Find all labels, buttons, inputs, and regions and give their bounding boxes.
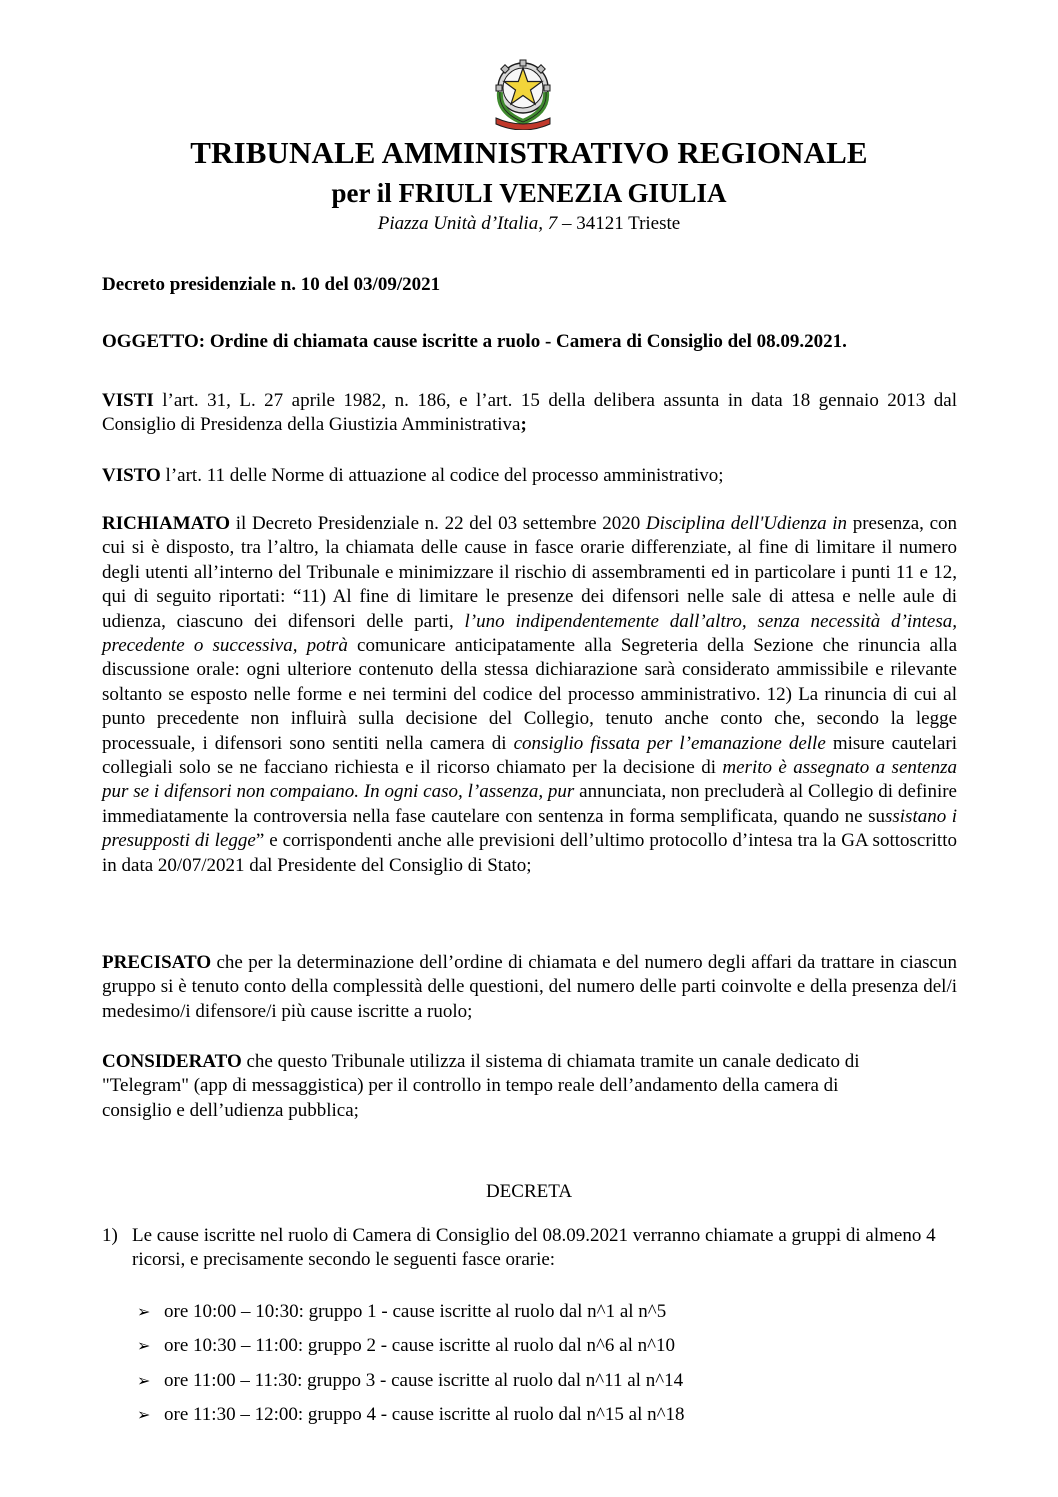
paragraph-richiamato: RICHIAMATO il Decreto Presidenziale n. 22 del 03 settembre 2020 Disciplina dell'Udienza in presenza, con cui si è disposto, tra l’altro, la chiamata delle cause in fasce orarie differenziate, al fine di limitare il numero degli utenti all’interno del Tribunale e minimizzare il rischio di assembramenti ed in particolare i punti 11 e 12, qui di seguito riportati: “11) Al fine di limitare le presenze dei difensori nelle sale di attesa e nelle aule di udienza, ciascuno dei difensori delle parti, l’uno indipendentemente dall’altro, senza necessità d’intesa, precedente o successiva, potrà comunicare anticipatamente alla Segreteria della Sezione che rinuncia alla discussione orale: ogni ulteriore contenuto della stessa dichiarazione sarà considerato ammissibile e rilevante soltanto se esposto nelle forme e nei termini del codice del processo amministrativo. 12) La rinuncia di cui al punto precedente non influirà sulla decisione del Collegio, tenuto anche conto che, secondo la legge processuale, i difensori sono sentiti nella camera di consiglio fissata per l’emanazione delle misure cautelari collegiali solo se ne facciano richiesta e il ricorso chiamato per la decisione di merito è assegnato a sentenza pur se i difensori non compaiano. In ogni caso, l’assenza, pur annunciata, non precluderà al Collegio di definire immediatamente la controversia nella fase cautelare con sentenza in forma semplificata, quando ne sussistano i presupposti di legge” e corrispondenti anche alle previsioni dell’ultimo protocollo d’intesa tra la GA sottoscritto in data 20/07/2021 dal Presidente del Consiglio di Stato; bbox=[102, 513, 958, 876]
italian-republic-emblem-icon bbox=[490, 52, 556, 130]
court-region: per il FRIULI VENEZIA GIULIA bbox=[331, 178, 727, 208]
paragraph-visti: VISTI l’art. 31, L. 27 aprile 1982, n. 186, e l’art. 15 della delibera assunta in data 18 gennaio 2013 dal Consiglio di Presidenza della Giustizia Amministrativa; bbox=[102, 390, 957, 436]
schedule-item: ➢ ore 10:00 – 10:30: gruppo 1 - cause iscritte al ruolo dal n^1 al n^5 bbox=[137, 1300, 937, 1324]
paragraph-visto: VISTO l’art. 11 delle Norme di attuazione al codice del processo amministrativo; bbox=[102, 465, 724, 486]
decree-subject: OGGETTO: Ordine di chiamata cause iscritte a ruolo - Camera di Consiglio del 08.09.2021. bbox=[102, 331, 847, 352]
list-item-text: Le cause iscritte nel ruolo di Camera di Consiglio del 08.09.2021 verranno chiamate a gruppi di almeno 4 ricorsi, e precisamente secondo le seguenti fasce orarie: bbox=[132, 1225, 936, 1271]
court-title: TRIBUNALE AMMINISTRATIVO REGIONALE bbox=[190, 135, 868, 170]
schedule-item: ➢ ore 10:30 – 11:00: gruppo 2 - cause iscritte al ruolo dal n^6 al n^10 bbox=[137, 1334, 937, 1358]
list-item-number: 1) bbox=[102, 1225, 118, 1246]
arrow-bullet-icon: ➢ bbox=[137, 1405, 151, 1424]
paragraph-considerato: CONSIDERATO che questo Tribunale utilizza il sistema di chiamata tramite un canale dedicato di "Telegram" (app di messaggistica) per il controllo in tempo reale dell’andamento della camera di consiglio e dell’udienza pubblica; bbox=[102, 1051, 860, 1121]
schedule-item: ➢ ore 11:30 – 12:00: gruppo 4 - cause iscritte al ruolo dal n^15 al n^18 bbox=[137, 1403, 937, 1427]
court-address: Piazza Unità d’Italia, 7 – 34121 Trieste bbox=[377, 213, 681, 234]
arrow-bullet-icon: ➢ bbox=[137, 1336, 151, 1355]
schedule-item: ➢ ore 11:00 – 11:30: gruppo 3 - cause iscritte al ruolo dal n^11 al n^14 bbox=[137, 1369, 937, 1393]
decree-number: Decreto presidenziale n. 10 del 03/09/2021 bbox=[102, 274, 441, 295]
paragraph-precisato: PRECISATO che per la determinazione dell’ordine di chiamata e del numero degli affari da trattare in ciascun gruppo si è tenuto conto della complessità delle questioni, del numero delle parti coinvolte e della presenza del/i medesimo/i difensore/i più cause iscritte a ruolo; bbox=[102, 952, 957, 1022]
decreta-heading: DECRETA bbox=[485, 1181, 573, 1202]
arrow-bullet-icon: ➢ bbox=[137, 1302, 151, 1321]
arrow-bullet-icon: ➢ bbox=[137, 1371, 151, 1390]
